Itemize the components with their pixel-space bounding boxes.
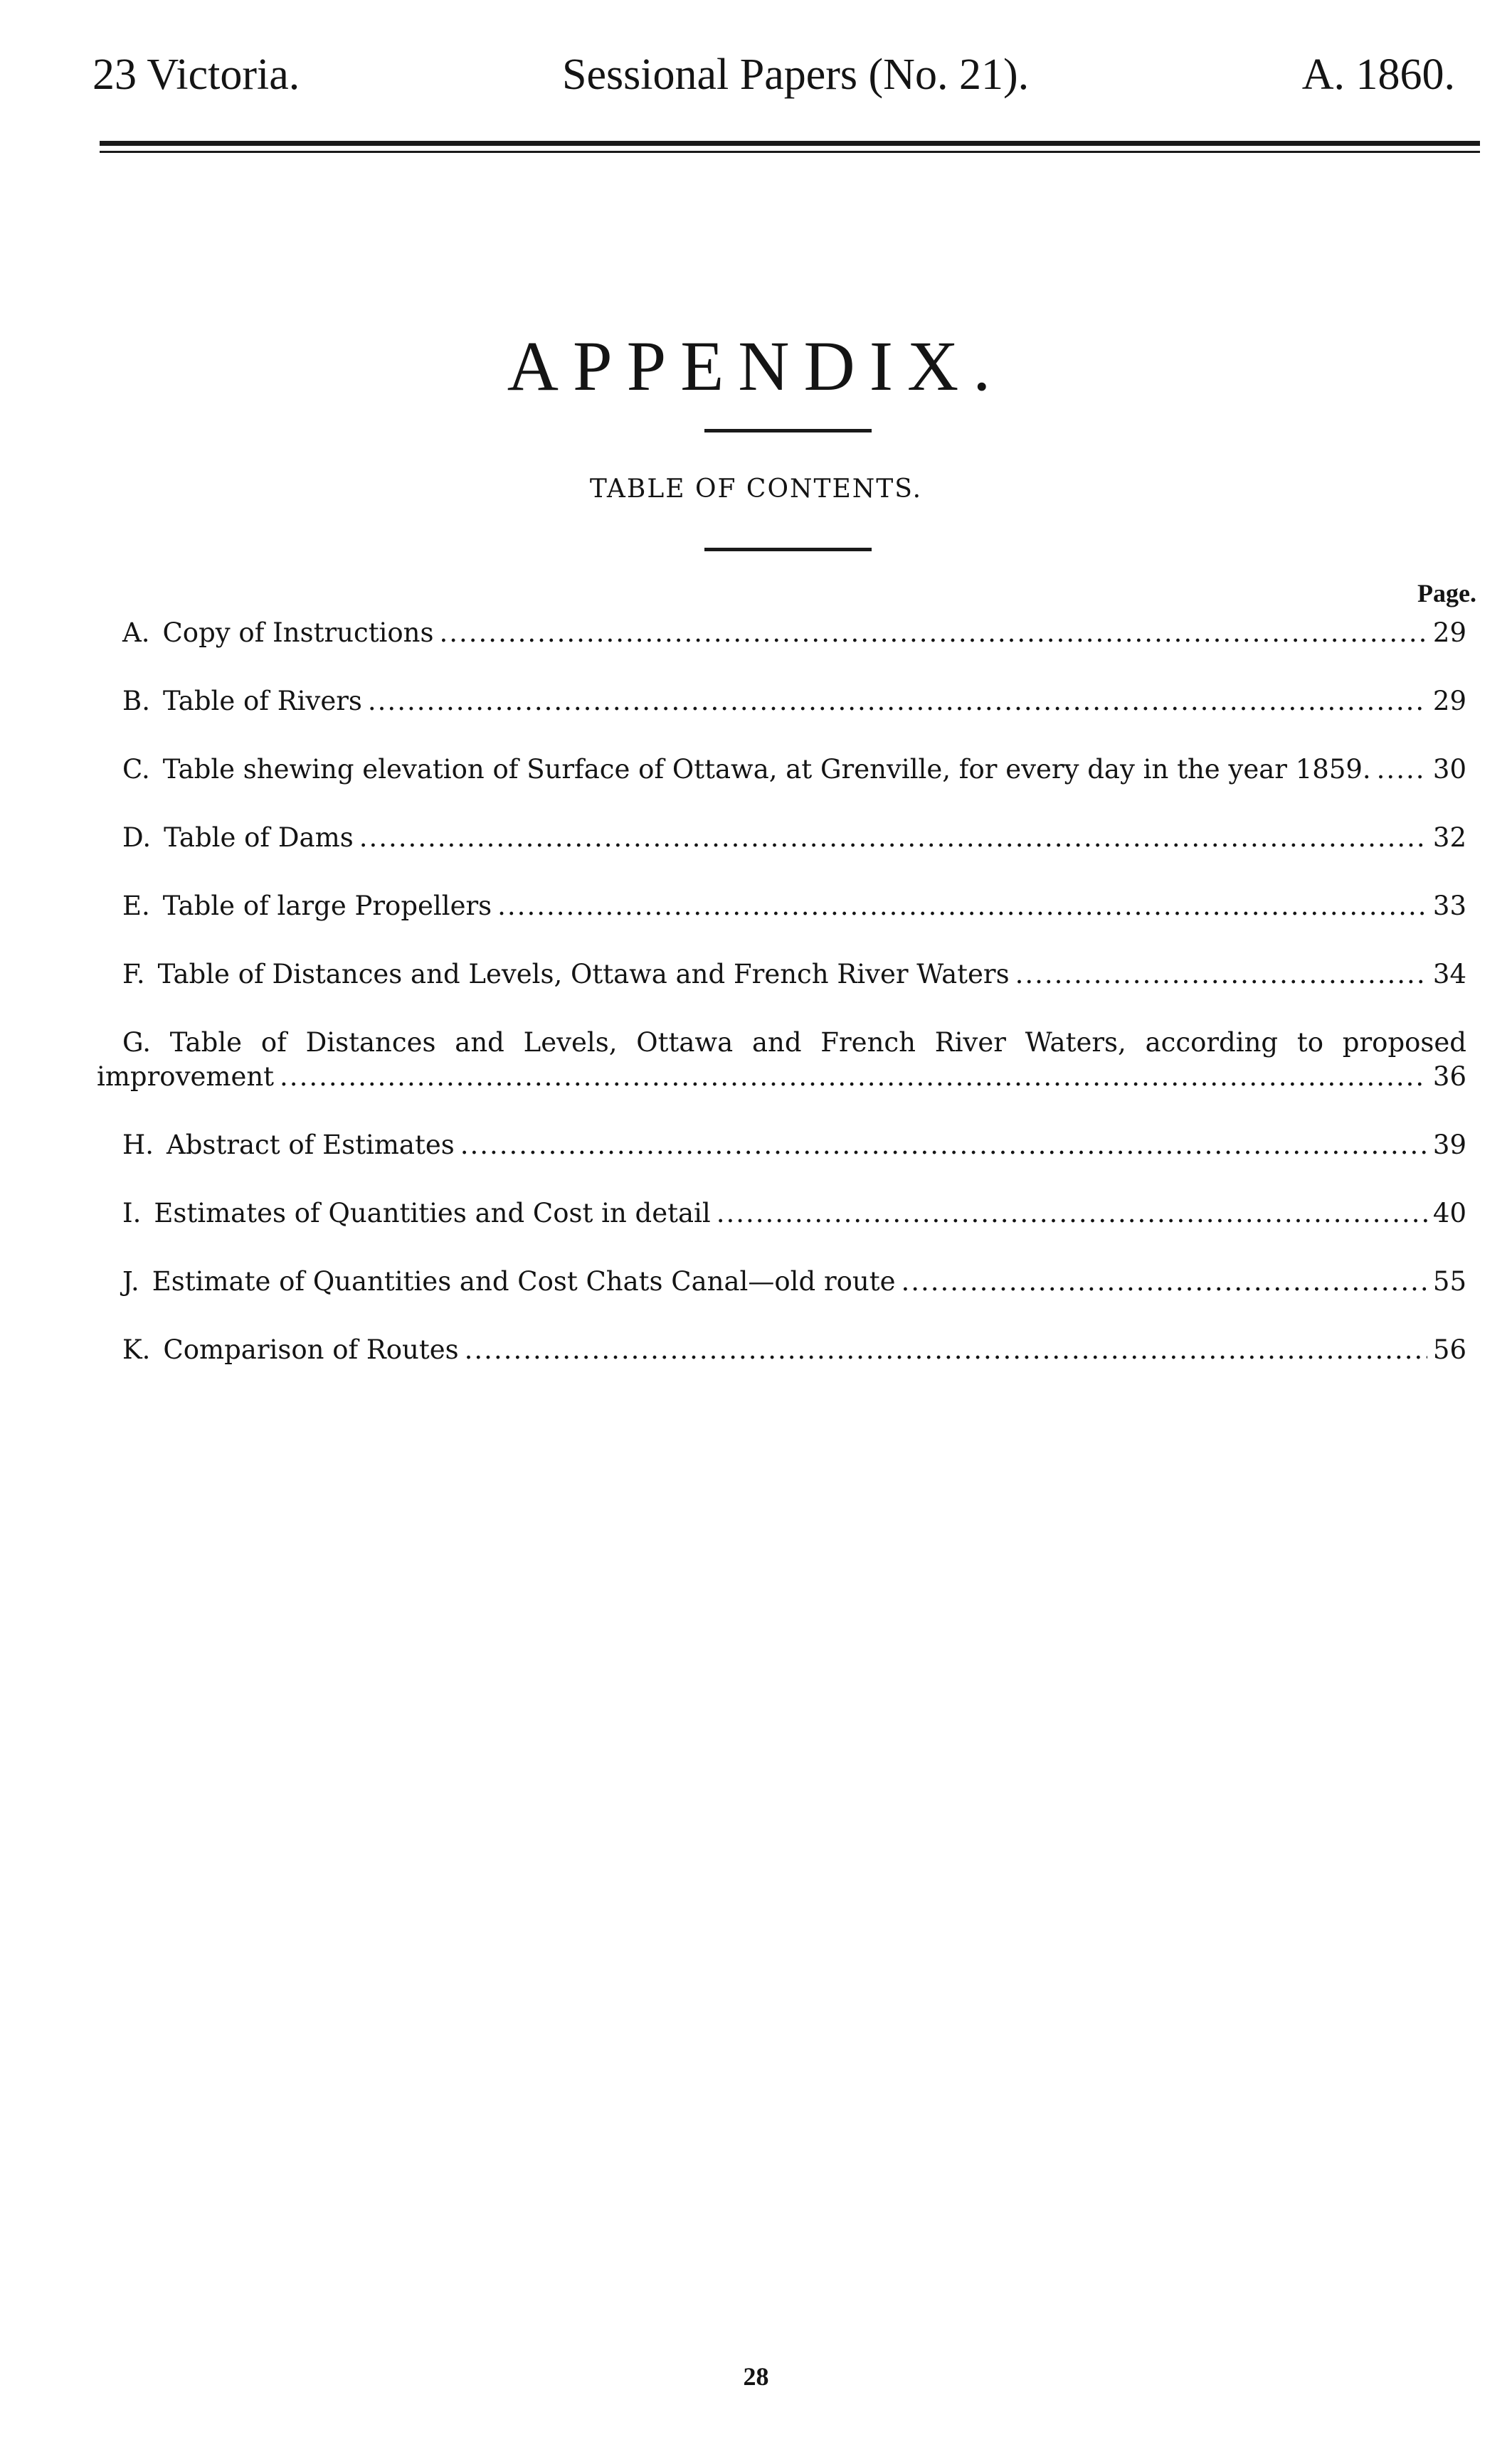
toc-entry-page: 34: [1432, 959, 1466, 989]
toc-entry-page: 30: [1432, 754, 1466, 785]
toc-entry-letter: C.: [122, 754, 150, 785]
dot-leader: [368, 684, 1427, 718]
toc-entry-letter: B.: [122, 686, 150, 716]
toc-entry-second-line: [97, 1060, 1466, 1094]
toc-entry-continuation: improvement: [97, 1061, 275, 1092]
toc-entry-title: Table of Distances and Levels, Ottawa and French River Waters, according to proposed: [169, 1027, 1466, 1058]
toc-entry-title: Table of Rivers: [162, 686, 362, 716]
dot-leader: [717, 1196, 1427, 1231]
dot-leader: [1015, 957, 1427, 992]
toc-entry-title: Table of Distances and Levels, Ottawa and French River Waters: [157, 959, 1010, 989]
table-of-contents: [97, 616, 1466, 1401]
dot-leader: [440, 616, 1427, 650]
toc-entry: [97, 889, 1466, 923]
toc-entry: [97, 1128, 1466, 1162]
header-rule-thick: [100, 141, 1480, 146]
toc-entry-page: 56: [1432, 1334, 1466, 1365]
dot-leader: [359, 821, 1427, 855]
toc-entry: [97, 1026, 1466, 1094]
toc-entry-title: Copy of Instructions: [162, 617, 434, 648]
toc-entry-page: 39: [1432, 1130, 1466, 1160]
dot-leader: [902, 1265, 1427, 1299]
page-number: 28: [743, 2362, 769, 2391]
toc-entry: [97, 1333, 1466, 1367]
toc-entry: [97, 753, 1466, 787]
title-rule: [704, 429, 872, 432]
toc-entry-letter: D.: [122, 822, 152, 853]
toc-entry-letter: F.: [122, 959, 145, 989]
toc-entry-title: Abstract of Estimates: [166, 1130, 455, 1160]
header-rule-thin: [100, 151, 1480, 153]
toc-entry-page: 55: [1432, 1266, 1466, 1297]
toc-entry-letter: K.: [122, 1334, 151, 1365]
dot-leader: [280, 1060, 1427, 1094]
toc-entry-letter: E.: [122, 891, 150, 921]
toc-entry: [97, 684, 1466, 718]
running-header: [92, 43, 1476, 107]
page-title: APPENDIX.: [507, 326, 1005, 405]
toc-entry-title: Table of Dams: [164, 822, 354, 853]
section-subtitle: TABLE OF CONTENTS.: [589, 474, 923, 504]
subtitle-rule: [704, 548, 872, 551]
header-year: A. 1860.: [1301, 51, 1455, 99]
toc-entry-letter: J.: [122, 1266, 139, 1297]
dot-leader: [465, 1333, 1427, 1367]
toc-entry: [97, 616, 1466, 650]
header-paper-title: Sessional Papers (No. 21).: [562, 51, 1030, 99]
toc-entry-page: 36: [1432, 1061, 1466, 1092]
toc-entry-letter: A.: [122, 617, 150, 648]
toc-entry-title: Comparison of Routes: [163, 1334, 459, 1365]
toc-entry-page: 32: [1432, 822, 1466, 853]
toc-entry-title: Table of large Propellers: [162, 891, 492, 921]
toc-entry-title: Estimate of Quantities and Cost Chats Canal—old route: [152, 1266, 896, 1297]
toc-entry: [97, 821, 1466, 855]
toc-entry: [97, 957, 1466, 992]
dot-leader: [497, 889, 1427, 923]
dot-leader: [1377, 753, 1427, 787]
page-column-label: Page.: [1417, 579, 1476, 607]
toc-entry-page: 29: [1432, 686, 1466, 716]
toc-entry-title: Table shewing elevation of Surface of Ottawa, at Grenville, for every day in the year 1859.: [162, 754, 1371, 785]
toc-entry-letter: G.: [122, 1027, 151, 1058]
toc-entry-title: Estimates of Quantities and Cost in detail: [154, 1198, 711, 1228]
dot-leader: [460, 1128, 1427, 1162]
toc-entry-page: 33: [1432, 891, 1466, 921]
toc-entry: [97, 1196, 1466, 1231]
toc-entry-first-line: [97, 1026, 1466, 1060]
header-session: 23 Victoria.: [92, 51, 300, 99]
toc-entry: [97, 1265, 1466, 1299]
toc-entry-letter: H.: [122, 1130, 154, 1160]
toc-entry-page: 40: [1432, 1198, 1466, 1228]
toc-entry-page: 29: [1432, 617, 1466, 648]
toc-entry-letter: I.: [122, 1198, 142, 1228]
